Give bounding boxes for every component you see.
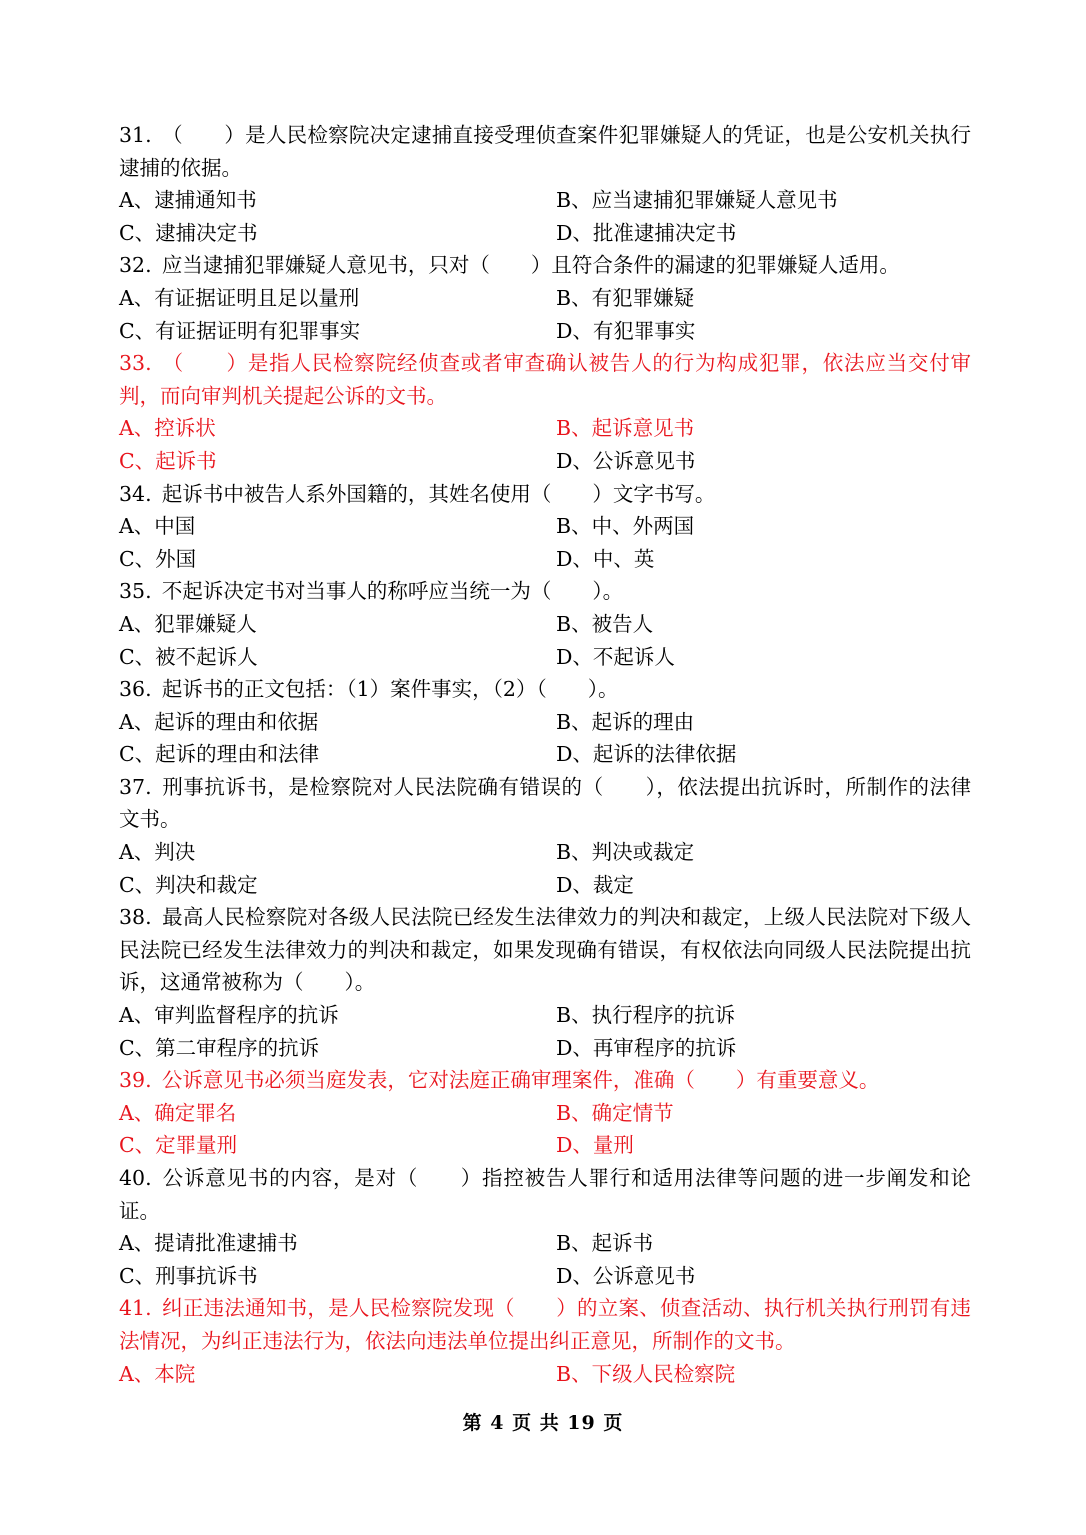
answer-option: B、应当逮捕犯罪嫌疑人意见书 bbox=[556, 188, 838, 213]
number-gap bbox=[152, 482, 162, 506]
question-stem bbox=[119, 771, 971, 836]
answer-option: C、定罪量刑 bbox=[119, 1133, 238, 1158]
question-number: 36. bbox=[119, 677, 152, 702]
number-gap bbox=[152, 677, 162, 701]
answer-option: D、有犯罪事实 bbox=[556, 318, 696, 343]
question-text: 起诉书的正文包括：（1）案件事实，（2）（ ）。 bbox=[161, 677, 619, 702]
number-gap bbox=[152, 775, 162, 799]
answer-option: C、起诉书 bbox=[119, 448, 217, 473]
question-number: 33. bbox=[119, 351, 152, 376]
number-gap bbox=[152, 1166, 162, 1190]
option-list bbox=[119, 1358, 971, 1391]
answer-option: D、量刑 bbox=[556, 1133, 634, 1158]
question-stem bbox=[119, 1292, 971, 1357]
answer-option: A、判决 bbox=[119, 840, 196, 865]
answer-option: A、本院 bbox=[119, 1361, 196, 1386]
option-list bbox=[119, 999, 971, 1064]
option-list bbox=[119, 510, 971, 575]
question-text: 最高人民检察院对各级人民法院已经发生法律效力的判决和裁定，上级人民法院对下级人民法院已经发生法律效力的判决和裁定，如果发现确有错误，有权依法向同级人民法院提出抗诉，这通常被称为（ ）。 bbox=[119, 905, 971, 995]
answer-option: B、被告人 bbox=[556, 611, 654, 636]
question-text: 公诉意见书的内容，是对（ ）指控被告人罪行和适用法律等问题的进一步阐发和论证。 bbox=[119, 1166, 971, 1223]
page-footer: 第 4 页 共 19 页 bbox=[462, 1412, 624, 1434]
answer-option: A、中国 bbox=[119, 514, 196, 539]
question-block bbox=[119, 1162, 971, 1292]
option-list bbox=[119, 282, 971, 347]
option-list bbox=[119, 706, 971, 771]
answer-option: C、被不起诉人 bbox=[119, 644, 258, 669]
question-stem bbox=[119, 478, 971, 511]
question-block bbox=[119, 673, 971, 771]
question-stem bbox=[119, 901, 971, 999]
number-gap bbox=[152, 253, 162, 277]
question-stem bbox=[119, 347, 971, 412]
number-gap bbox=[152, 123, 162, 147]
answer-option: C、有证据证明有犯罪事实 bbox=[119, 318, 361, 343]
option-list bbox=[119, 1227, 971, 1292]
number-gap bbox=[152, 579, 162, 603]
answer-option: B、确定情节 bbox=[556, 1100, 674, 1125]
answer-option: C、刑事抗诉书 bbox=[119, 1263, 258, 1288]
answer-option: D、再审程序的抗诉 bbox=[556, 1035, 737, 1060]
answer-option: C、外国 bbox=[119, 546, 197, 571]
question-number: 32. bbox=[119, 253, 152, 278]
question-stem bbox=[119, 119, 971, 184]
question-number: 34. bbox=[119, 481, 152, 506]
answer-option: A、逮捕通知书 bbox=[119, 188, 257, 213]
question-block bbox=[119, 478, 971, 576]
question-number: 40. bbox=[119, 1166, 152, 1190]
answer-option: C、起诉的理由和法律 bbox=[119, 742, 320, 767]
answer-option: D、公诉意见书 bbox=[556, 1263, 696, 1288]
question-text: 不起诉决定书对当事人的称呼应当统一为（ ）。 bbox=[161, 579, 624, 604]
number-gap bbox=[152, 1296, 162, 1320]
question-text: 应当逮捕犯罪嫌疑人意见书，只对（ ）且符合条件的漏逮的犯罪嫌疑人适用。 bbox=[161, 253, 900, 278]
question-stem bbox=[119, 249, 971, 282]
answer-option: D、裁定 bbox=[556, 872, 634, 897]
question-number: 41. bbox=[119, 1296, 152, 1321]
question-text: 纠正违法通知书，是人民检察院发现（ ）的立案、侦查活动、执行机关执行刑罚有违法情况，为纠正违法行为，依法向违法单位提出纠正意见，所制作的文书。 bbox=[119, 1296, 971, 1353]
number-gap bbox=[152, 1068, 162, 1092]
answer-option: B、下级人民检察院 bbox=[556, 1361, 736, 1386]
answer-option: C、判决和裁定 bbox=[119, 872, 258, 897]
question-block bbox=[119, 249, 971, 347]
question-text: （ ）是人民检察院决定逮捕直接受理侦查案件犯罪嫌疑人的凭证，也是公安机关执行逮捕的依据。 bbox=[119, 123, 971, 180]
answer-option: A、提请批准逮捕书 bbox=[119, 1231, 298, 1256]
answer-option: B、有犯罪嫌疑 bbox=[556, 285, 695, 310]
answer-option: A、控诉状 bbox=[119, 416, 216, 441]
answer-option: B、判决或裁定 bbox=[556, 840, 695, 865]
question-number: 38. bbox=[119, 905, 152, 930]
question-number: 39. bbox=[119, 1068, 152, 1093]
question-stem bbox=[119, 673, 971, 706]
question-block bbox=[119, 1064, 971, 1162]
question-stem bbox=[119, 1162, 971, 1227]
answer-option: B、起诉书 bbox=[556, 1231, 654, 1256]
answer-option: D、起诉的法律依据 bbox=[556, 742, 737, 767]
question-stem bbox=[119, 1064, 971, 1097]
question-text: 起诉书中被告人系外国籍的，其姓名使用（ ）文字书写。 bbox=[161, 481, 716, 506]
answer-option: C、逮捕决定书 bbox=[119, 220, 258, 245]
question-list bbox=[119, 119, 971, 1390]
question-text: （ ）是指人民检察院经侦查或者审查确认被告人的行为构成犯罪，依法应当交付审判，而向审判机关提起公诉的文书。 bbox=[119, 351, 971, 408]
answer-option: D、公诉意见书 bbox=[556, 448, 696, 473]
option-list bbox=[119, 412, 971, 477]
question-text: 刑事抗诉书，是检察院对人民法院确有错误的（ ），依法提出抗诉时，所制作的法律文书。 bbox=[119, 774, 971, 832]
question-number: 35. bbox=[119, 579, 152, 604]
question-number: 31. bbox=[119, 123, 152, 147]
option-list bbox=[119, 608, 971, 673]
answer-option: A、起诉的理由和依据 bbox=[119, 709, 319, 734]
option-list bbox=[119, 836, 971, 901]
answer-option: A、审判监督程序的抗诉 bbox=[119, 1003, 339, 1028]
answer-option: B、执行程序的抗诉 bbox=[556, 1003, 736, 1028]
answer-option: C、第二审程序的抗诉 bbox=[119, 1035, 320, 1060]
question-block bbox=[119, 771, 971, 901]
answer-option: A、确定罪名 bbox=[119, 1100, 237, 1125]
answer-option: A、犯罪嫌疑人 bbox=[119, 611, 257, 636]
answer-option: B、起诉的理由 bbox=[556, 709, 695, 734]
answer-option: D、中、英 bbox=[556, 546, 655, 571]
question-block bbox=[119, 347, 971, 477]
number-gap bbox=[152, 905, 162, 929]
answer-option: B、中、外两国 bbox=[556, 514, 695, 539]
question-block bbox=[119, 901, 971, 1064]
question-stem bbox=[119, 575, 971, 608]
question-block bbox=[119, 575, 971, 673]
answer-option: B、起诉意见书 bbox=[556, 416, 695, 441]
answer-option: D、不起诉人 bbox=[556, 644, 675, 669]
option-list bbox=[119, 184, 971, 249]
answer-option: A、有证据证明且足以量刑 bbox=[119, 285, 360, 310]
question-block bbox=[119, 1292, 971, 1390]
option-list bbox=[119, 1097, 971, 1162]
answer-option: D、批准逮捕决定书 bbox=[556, 220, 737, 245]
question-block bbox=[119, 119, 971, 249]
question-text: 公诉意见书必须当庭发表，它对法庭正确审理案件，准确（ ）有重要意义。 bbox=[161, 1068, 880, 1093]
question-number: 37. bbox=[119, 774, 152, 799]
number-gap bbox=[152, 351, 162, 375]
